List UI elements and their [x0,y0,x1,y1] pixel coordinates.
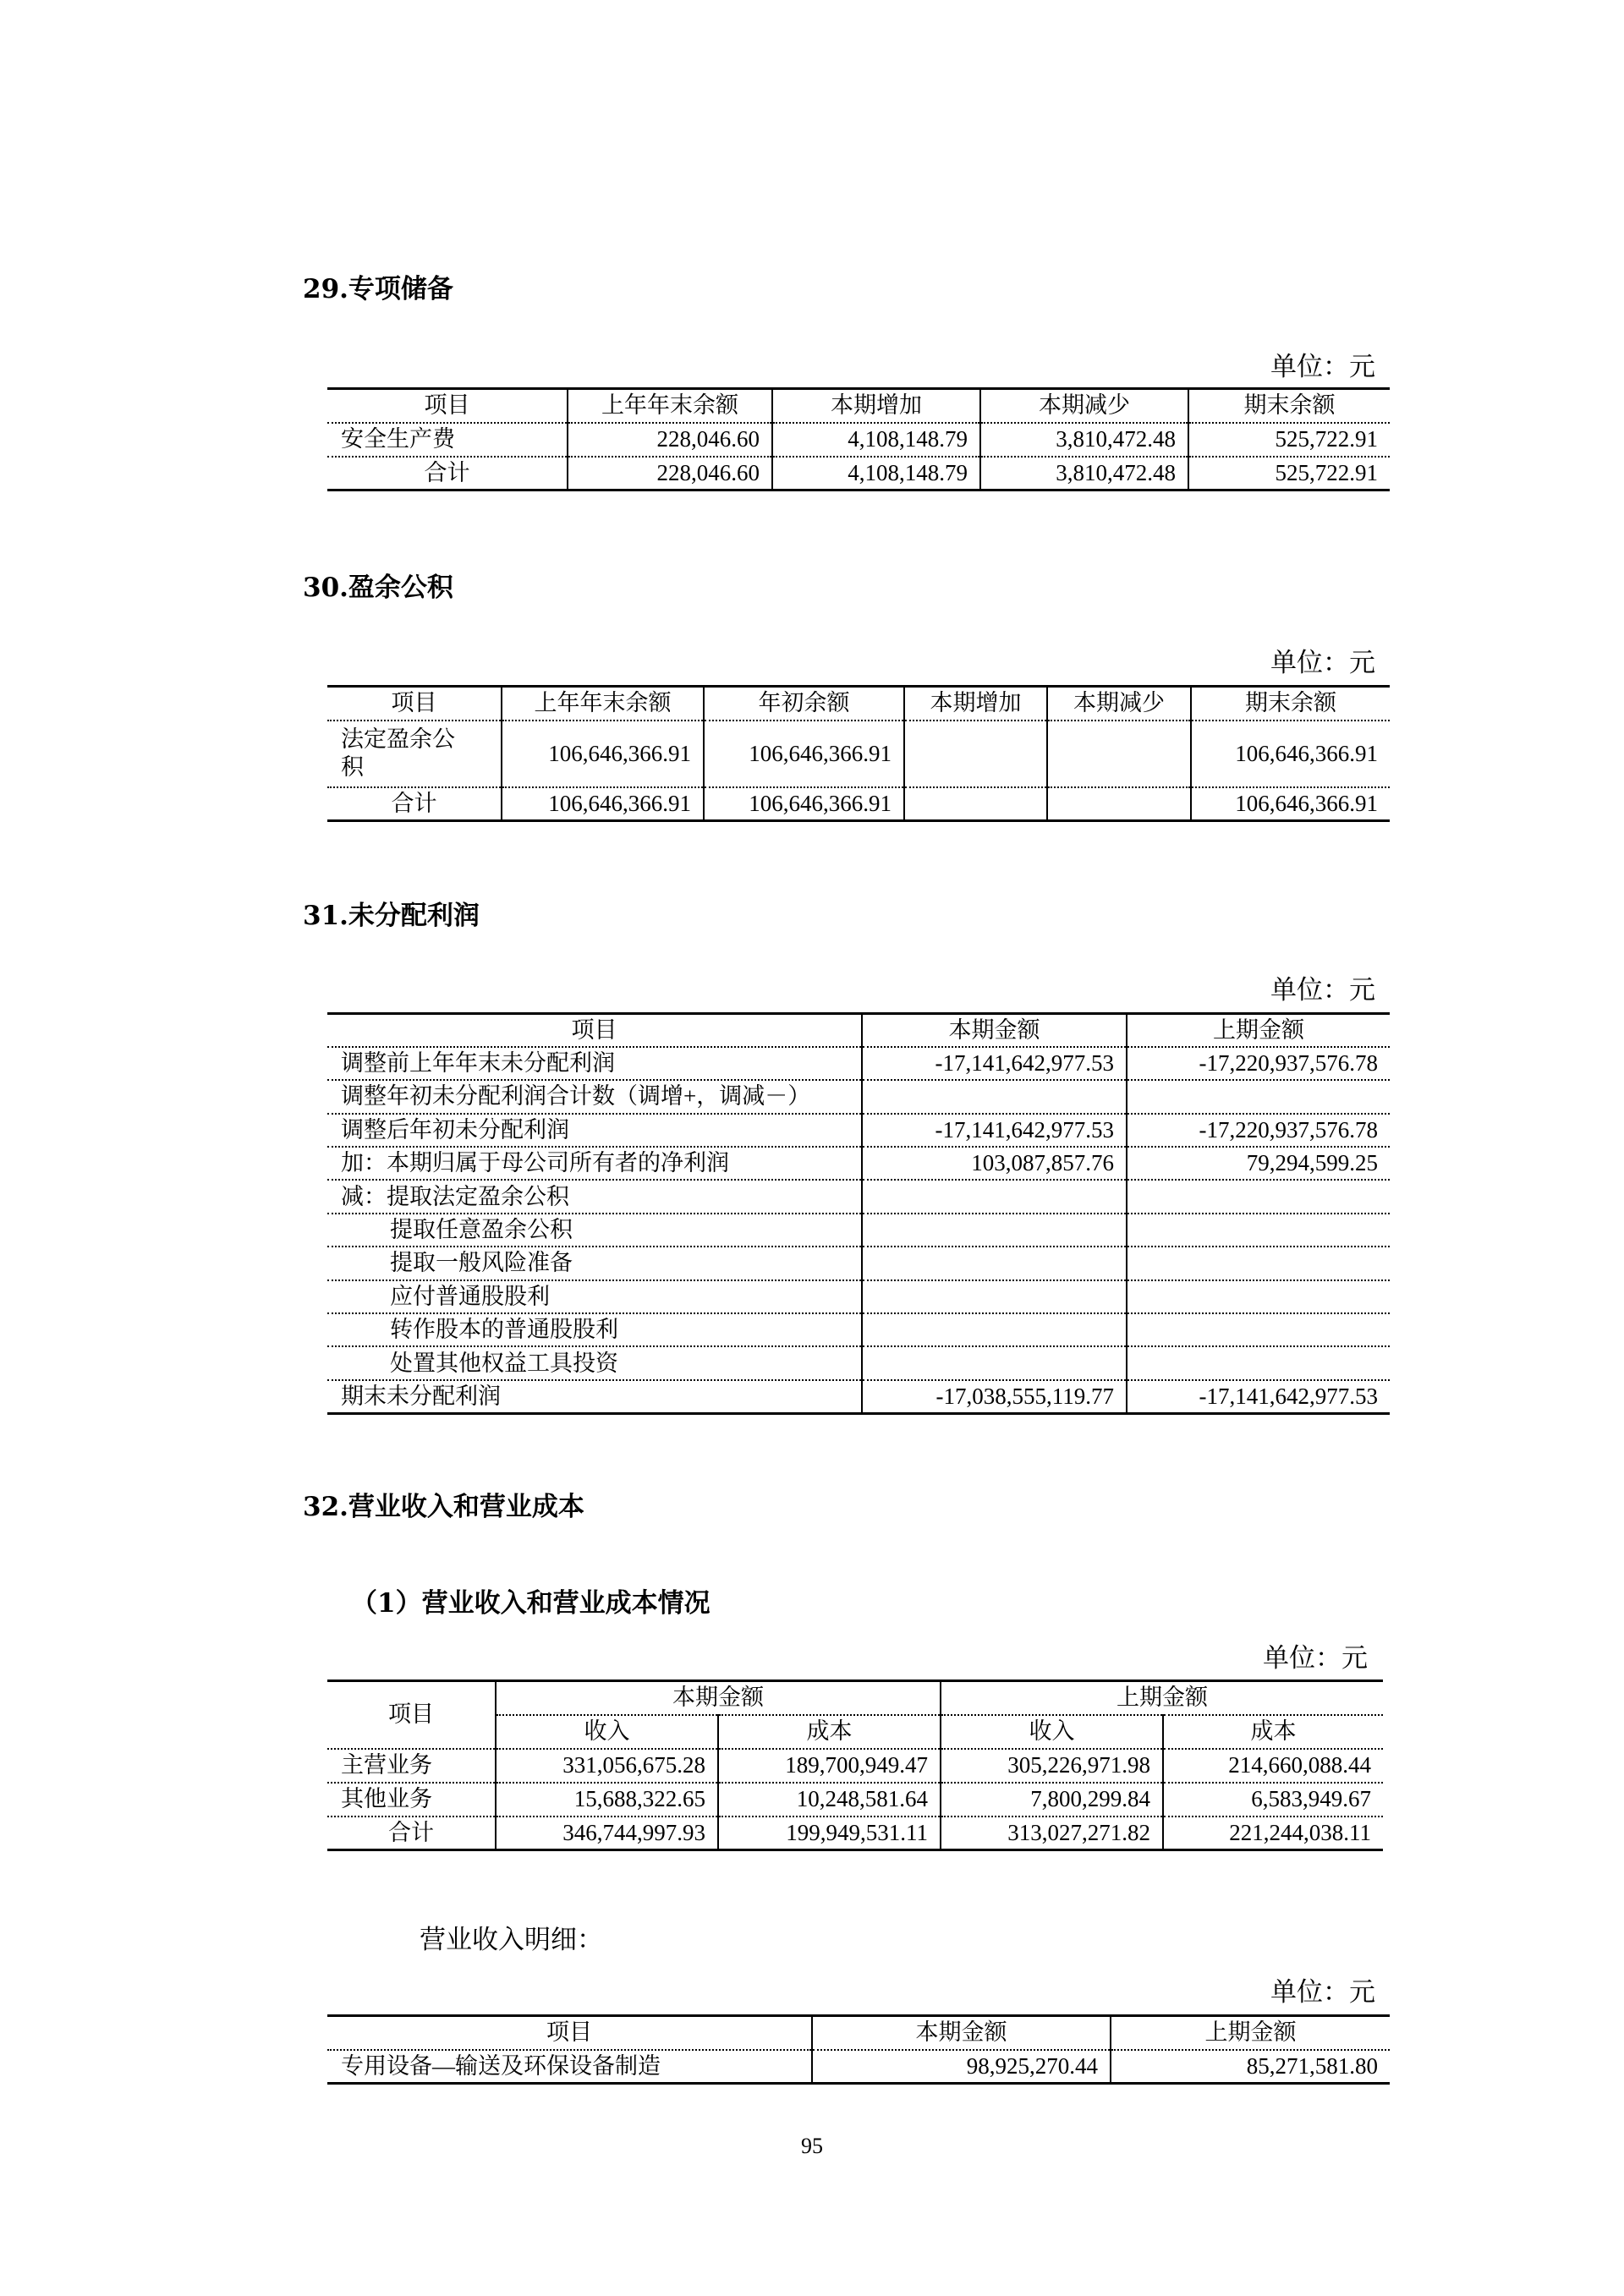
row-label: 主营业务 [327,1749,496,1783]
row-label: 应付普通股股利 [327,1280,862,1313]
header-cell: 收入 [941,1715,1163,1749]
table-cell: -17,038,555,119.77 [862,1380,1127,1413]
table-cell: 106,646,366.91 [502,787,704,821]
row-label: 安全生产费 [327,423,568,457]
table-cell: 331,056,675.28 [496,1749,718,1783]
table-cell: 15,688,322.65 [496,1783,718,1817]
table-cell: 3,810,472.48 [980,457,1188,490]
header-cell: 收入 [496,1715,718,1749]
subsection-heading: （1）营业收入和营业成本情况 [351,1588,710,1619]
table-cell [1127,1180,1390,1213]
row-label: 加：本期归属于母公司所有者的净利润 [327,1147,862,1180]
row-label: 调整前上年年末未分配利润 [327,1047,862,1080]
header-cell: 期末余额 [1191,687,1390,721]
table-row [327,1214,1390,1247]
row-label-text: 法定盈余公积 [341,726,455,780]
unit-label: 单位：元 [1270,648,1375,678]
table-row [327,1114,1390,1147]
table-cell: 525,722.91 [1188,457,1390,490]
header-cell: 上期金额 [1111,2016,1390,2050]
row-label: 转作股本的普通股股利 [327,1313,862,1346]
header-cell: 项目 [327,2016,812,2050]
header-cell: 本期减少 [1047,687,1191,721]
table-row [327,1147,1390,1180]
table-cell: 525,722.91 [1188,423,1390,457]
revenue-cost-table [327,1680,1383,1851]
table-cell [1127,1247,1390,1280]
table-row [327,1783,1383,1817]
table-cell: 4,108,148.79 [772,457,980,490]
header-cell: 本期金额 [496,1681,941,1715]
table-row [327,423,1390,457]
table-cell: 106,646,366.91 [704,787,904,821]
table-cell: 214,660,088.44 [1163,1749,1383,1783]
table-header-row [327,1681,1383,1715]
table-cell: 228,046.60 [568,423,772,457]
row-label [327,721,502,787]
undistributed-profit-table [327,1012,1390,1415]
total-row [327,1817,1383,1850]
table-cell [904,787,1047,821]
unit-label: 单位：元 [1263,1643,1368,1674]
header-cell: 上期金额 [941,1681,1383,1715]
header-cell: 项目 [327,687,502,721]
table-cell: 106,646,366.91 [1191,721,1390,787]
table-cell: 305,226,971.98 [941,1749,1163,1783]
row-label: 减：提取法定盈余公积 [327,1180,862,1213]
header-cell: 项目 [327,1681,496,1749]
table-cell [862,1280,1127,1313]
table-row [327,1313,1390,1346]
revenue-detail-table [327,2014,1390,2085]
table-cell: 221,244,038.11 [1163,1817,1383,1850]
table-cell [862,1080,1127,1113]
table-cell: 79,294,599.25 [1127,1147,1390,1180]
surplus-reserve-table [327,685,1390,822]
header-cell: 本期增加 [772,389,980,423]
header-cell: 本期减少 [980,389,1188,423]
page-number: 95 [801,2134,823,2158]
header-cell: 上期金额 [1127,1014,1390,1047]
special-reserve-table [327,387,1390,491]
total-row [327,457,1390,490]
row-label: 合计 [327,457,568,490]
table-cell [1127,1280,1390,1313]
table-row [327,721,1390,787]
row-label: 提取一般风险准备 [327,1247,862,1280]
table-cell [1127,1080,1390,1113]
header-cell: 本期金额 [812,2016,1111,2050]
section-heading-revenue-cost: 32.营业收入和营业成本 [303,1492,584,1522]
table-header-row [327,1014,1390,1047]
row-label: 合计 [327,787,502,821]
unit-label: 单位：元 [1270,975,1375,1006]
table-cell: -17,141,642,977.53 [1127,1380,1390,1413]
table-cell [862,1346,1127,1379]
table-cell [862,1247,1127,1280]
table-cell [1127,1313,1390,1346]
table-cell: 6,583,949.67 [1163,1783,1383,1817]
table-cell [862,1180,1127,1213]
table-row [327,2050,1390,2084]
row-label: 处置其他权益工具投资 [327,1346,862,1379]
table-cell: 346,744,997.93 [496,1817,718,1850]
table-cell: 106,646,366.91 [704,721,904,787]
table-cell: 228,046.60 [568,457,772,490]
row-label: 其他业务 [327,1783,496,1817]
row-label: 提取任意盈余公积 [327,1214,862,1247]
table-row [327,1346,1390,1379]
header-cell: 年初余额 [704,687,904,721]
table-cell [862,1214,1127,1247]
table-cell: 98,925,270.44 [812,2050,1111,2084]
table-cell [1127,1214,1390,1247]
table-cell [1047,787,1191,821]
table-cell: -17,141,642,977.53 [862,1114,1127,1147]
section-heading-surplus-reserve: 30.盈余公积 [303,573,453,603]
table-row [327,1080,1390,1113]
header-cell: 本期金额 [862,1014,1127,1047]
section-heading-undistributed-profit: 31.未分配利润 [303,901,480,931]
row-label: 合计 [327,1817,496,1850]
header-cell: 成本 [1163,1715,1383,1749]
table-row [327,1180,1390,1213]
table-cell: 106,646,366.91 [1191,787,1390,821]
unit-label: 单位：元 [1270,352,1375,382]
revenue-detail-caption: 营业收入明细： [420,1925,603,1955]
table-cell: -17,141,642,977.53 [862,1047,1127,1080]
header-cell: 成本 [718,1715,941,1749]
table-cell [1127,1346,1390,1379]
table-cell: 7,800,299.84 [941,1783,1163,1817]
table-header-row [327,687,1390,721]
table-row [327,1280,1390,1313]
total-row [327,787,1390,821]
header-cell: 项目 [327,389,568,423]
table-cell: 189,700,949.47 [718,1749,941,1783]
table-row [327,1749,1383,1783]
section-heading-special-reserve: 29.专项储备 [303,274,453,304]
header-cell: 上年年末余额 [502,687,704,721]
table-cell: 103,087,857.76 [862,1147,1127,1180]
row-label: 专用设备—输送及环保设备制造 [327,2050,812,2084]
table-cell: -17,220,937,576.78 [1127,1114,1390,1147]
header-cell: 期末余额 [1188,389,1390,423]
table-cell: -17,220,937,576.78 [1127,1047,1390,1080]
table-cell: 3,810,472.48 [980,423,1188,457]
table-row [327,1047,1390,1080]
table-cell: 4,108,148.79 [772,423,980,457]
table-row [327,1247,1390,1280]
row-label: 调整年初未分配利润合计数（调增+，调减－） [327,1080,862,1113]
unit-label: 单位：元 [1270,1977,1375,2008]
row-label: 调整后年初未分配利润 [327,1114,862,1147]
table-row [327,1380,1390,1413]
table-header-row [327,2016,1390,2050]
table-cell: 106,646,366.91 [502,721,704,787]
header-cell: 本期增加 [904,687,1047,721]
table-cell: 313,027,271.82 [941,1817,1163,1850]
table-cell [904,721,1047,787]
table-cell [862,1313,1127,1346]
table-cell: 10,248,581.64 [718,1783,941,1817]
table-cell: 85,271,581.80 [1111,2050,1390,2084]
header-cell: 项目 [327,1014,862,1047]
header-cell: 上年年末余额 [568,389,772,423]
table-header-row [327,389,1390,423]
table-cell [1047,721,1191,787]
row-label: 期末未分配利润 [327,1380,862,1413]
table-cell: 199,949,531.11 [718,1817,941,1850]
